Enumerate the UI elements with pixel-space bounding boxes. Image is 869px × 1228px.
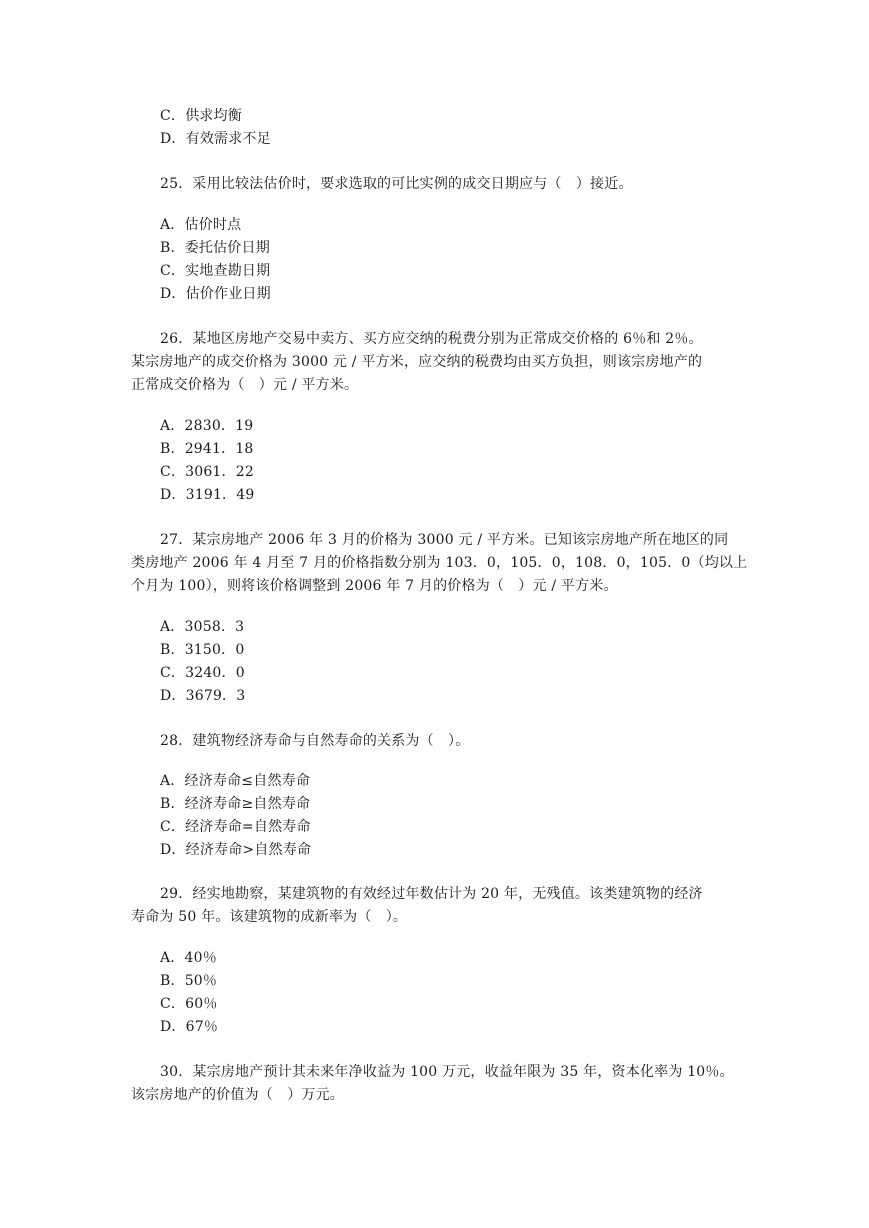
option-d-27: D．3679．3 <box>160 688 246 704</box>
option-d-25: D．估价作业日期 <box>160 286 271 302</box>
option-b-26: B．2941．18 <box>160 441 254 457</box>
option-a-26: A．2830．19 <box>160 418 254 434</box>
option-a-28: A．经济寿命≤自然寿命 <box>160 773 311 789</box>
question-25: 25．采用比较法估价时，要求选取的可比实例的成交日期应与（ ）接近。 <box>160 176 633 192</box>
question-29-cont-1: 寿命为 50 年。该建筑物的成新率为（ ）。 <box>131 909 408 925</box>
option-c-28: C．经济寿命=自然寿命 <box>160 819 311 835</box>
option-b-27: B．3150．0 <box>160 642 245 658</box>
option-c-27: C．3240．0 <box>160 665 245 681</box>
option-b-29: B．50％ <box>160 973 218 989</box>
question-27: 27．某宗房地产 2006 年 3 月的价格为 3000 元 / 平方米。已知该宗房地产所在地区的同 <box>160 532 729 548</box>
option-b-28: B．经济寿命≥自然寿命 <box>160 796 311 812</box>
question-28: 28．建筑物经济寿命与自然寿命的关系为（ ）。 <box>160 733 470 749</box>
option-d-24: D．有效需求不足 <box>160 131 271 147</box>
question-29: 29．经实地勘察，某建筑物的有效经过年数估计为 20 年，无残值。该类建筑物的经济 <box>160 886 703 902</box>
option-c-29: C．60％ <box>160 996 218 1012</box>
option-b-25: B．委托估价日期 <box>160 240 270 256</box>
question-30-cont-1: 该宗房地产的价值为（ ）万元。 <box>131 1087 344 1103</box>
option-a-29: A．40％ <box>160 950 217 966</box>
question-26-cont-1: 某宗房地产的成交价格为 3000 元 / 平方米，应交纳的税费均由买方负担，则该宗房地产的 <box>131 354 703 370</box>
question-27-cont-1: 类房地产 2006 年 4 月至 7 月的价格指数分别为 103．0，105．0，108．0，105．0（均以上 <box>131 555 748 571</box>
option-d-28: D．经济寿命>自然寿命 <box>160 842 312 858</box>
option-d-26: D．3191．49 <box>160 487 255 503</box>
option-c-25: C．实地查勘日期 <box>160 263 271 279</box>
option-c-24: C．供求均衡 <box>160 108 242 124</box>
question-26: 26．某地区房地产交易中卖方、买方应交纳的税费分别为正常成交价格的 6％和 2％。 <box>160 331 703 347</box>
option-c-26: C．3061．22 <box>160 464 254 480</box>
question-30: 30．某宗房地产预计其未来年净收益为 100 万元，收益年限为 35 年，资本化率为 10％。 <box>160 1064 734 1080</box>
option-d-29: D．67％ <box>160 1019 219 1035</box>
question-26-cont-2: 正常成交价格为（ ）元 / 平方米。 <box>131 377 359 393</box>
question-27-cont-2: 个月为 100），则将该价格调整到 2006 年 7 月的价格为（ ）元 / 平方米。 <box>131 578 618 594</box>
option-a-25: A．估价时点 <box>160 217 242 233</box>
option-a-27: A．3058．3 <box>160 619 245 635</box>
